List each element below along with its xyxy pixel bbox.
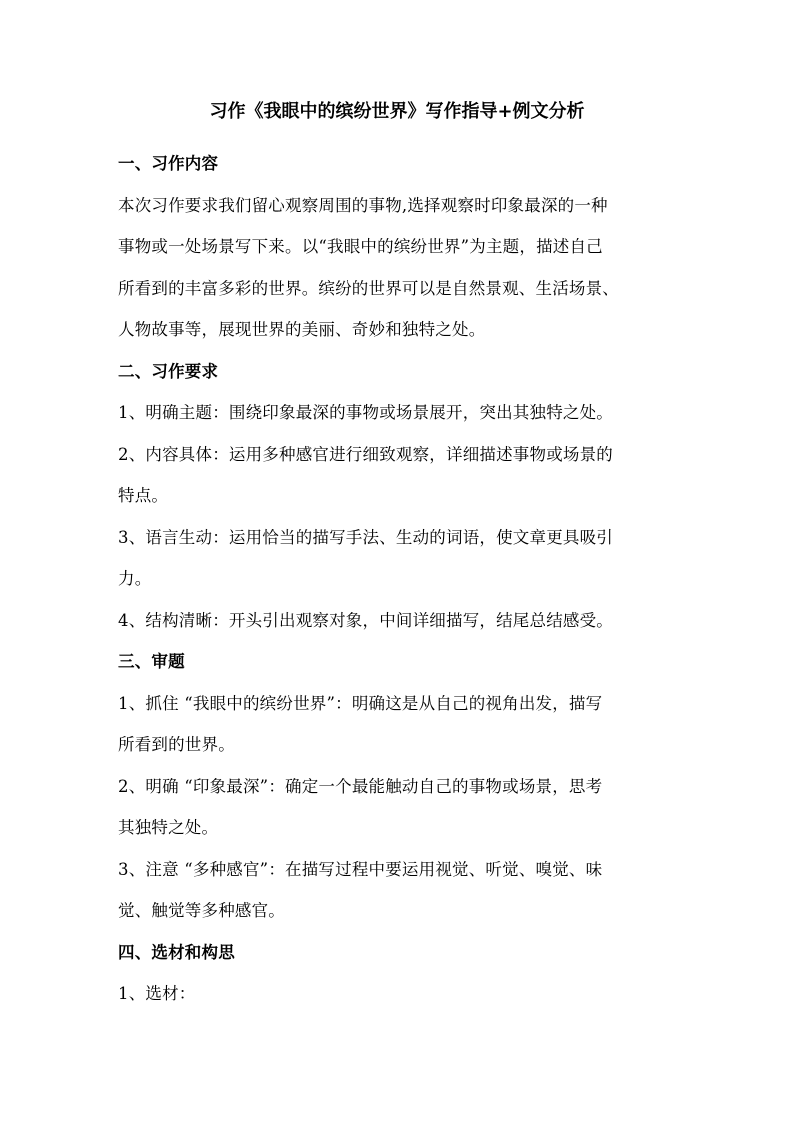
paragraph-line: 所看到的丰富多彩的世界。缤纷的世界可以是自然景观、生活场景、 [118, 278, 619, 298]
list-item-line: 觉、触觉等多种感官。 [118, 901, 285, 920]
list-item-line: 1、明确主题：围绕印象最深的事物或场景展开，突出其独特之处。 [118, 403, 613, 422]
list-item-line: 3、注意 “多种感官”：在描写过程中要运用视觉、听觉、嗅觉、味 [118, 859, 603, 879]
list-item-line: 1、选材： [118, 984, 196, 1003]
list-item-line: 1、抓住 “我眼中的缤纷世界”：明确这是从自己的视角出发，描写 [118, 693, 603, 713]
list-item-line: 3、语言生动：运用恰当的描写手法、生动的词语，使文章更具吸引 [118, 527, 613, 547]
list-item-line: 其独特之处。 [118, 818, 219, 837]
paragraph-line: 事物或一处场景写下来。以“我眼中的缤纷世界”为主题，描述自己 [118, 237, 603, 256]
document-body [118, 143, 678, 1015]
paragraph-line: 本次习作要求我们留心观察周围的事物,选择观察时印象最深的一种 [118, 195, 608, 215]
section-heading-content: 一、习作内容 [118, 154, 219, 173]
list-item-line: 所看到的世界。 [118, 735, 235, 754]
section-heading-analysis: 三、审题 [118, 652, 185, 671]
list-item-line: 2、内容具体：运用多种感官进行细致观察，详细描述事物或场景的 [118, 444, 613, 464]
list-item-line: 特点。 [118, 486, 169, 505]
list-item-line: 力。 [118, 569, 152, 588]
section-heading-material: 四、选材和构思 [118, 942, 235, 962]
document-title: 习作《我眼中的缤纷世界》写作指导+例文分析 [209, 101, 585, 122]
section-heading-requirements: 二、习作要求 [118, 361, 219, 381]
list-item-line: 4、结构清晰：开头引出观察对象，中间详细描写，结尾总结感受。 [118, 610, 613, 630]
list-item-line: 2、明确 “印象最深”：确定一个最能触动自己的事物或场景，思考 [118, 776, 603, 796]
paragraph-line: 人物故事等，展现世界的美丽、奇妙和独特之处。 [118, 320, 486, 339]
